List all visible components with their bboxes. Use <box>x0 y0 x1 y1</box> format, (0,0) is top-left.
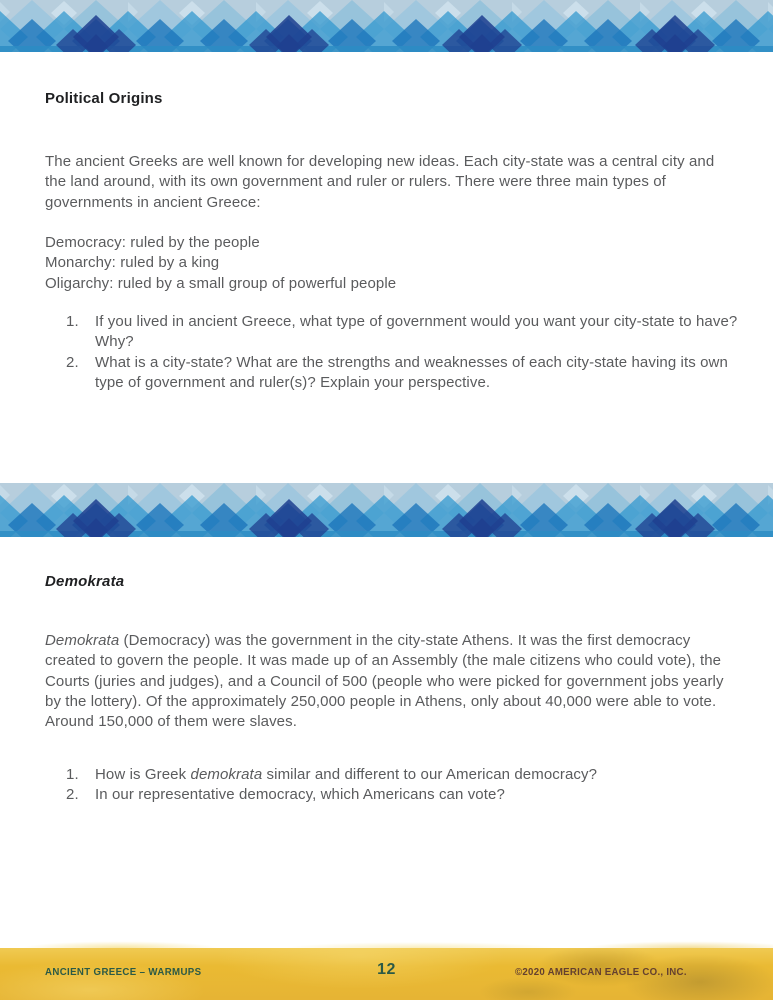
question-row <box>45 312 751 353</box>
decorative-banner-middle <box>0 483 773 537</box>
footer-book-title: ANCIENT GREECE – WARMUPS <box>45 966 202 978</box>
section-heading-demokrata: Demokrata <box>45 573 125 590</box>
demokrata-paragraph-rest: (Democracy) was the government in the city-state Athens. It was the first democracy created to govern the people. It was made up of an Assembly (the male citizens who could vote), the Courts (juries and judges), and a Council of 500 (people who were picked for government jobs yearly by the lottery). Of the approximately 250,000 people in Athens, only about 40,000 were able to vote. Around 150,000 of them were slaves. <box>45 632 724 731</box>
political-origins-paragraph: The ancient Greeks are well known for developing new ideas. Each city-state was a central city and the land around, with its own government and ruler or rulers. There were three main types of governments in ancient Greece: <box>45 153 715 211</box>
footer-bar <box>0 948 773 1000</box>
demokrata-italic-lead: Demokrata <box>45 632 120 649</box>
footer-watercolor-edge <box>0 938 773 948</box>
question-number: 2. <box>66 786 79 804</box>
question-text: How is Greek demokrata similar and different to our American democracy? <box>95 766 598 783</box>
page-number: 12 <box>377 961 396 978</box>
question-text: In our representative democracy, which Americans can vote? <box>95 786 505 804</box>
government-type-democracy: Democracy: ruled by the people <box>45 234 260 251</box>
question-row <box>45 353 751 394</box>
question-row <box>45 765 751 785</box>
question-number: 2. <box>66 353 79 371</box>
government-types-list <box>45 233 737 294</box>
question-row <box>45 785 751 805</box>
question-text: What is a city-state? What are the strengths and weaknesses of each city-state having its own type of government and ruler(s)? Explain your perspective. <box>95 353 728 391</box>
question-number: 1. <box>66 313 79 330</box>
footer-copyright: ©2020 AMERICAN EAGLE CO., INC. <box>515 966 687 978</box>
decorative-banner-top <box>0 0 773 52</box>
section-heading-political-origins: Political Origins <box>45 90 163 107</box>
demokrata-questions <box>45 765 751 806</box>
government-type-monarchy: Monarchy: ruled by a king <box>45 254 220 272</box>
demokrata-italic-inline: demokrata <box>190 766 263 783</box>
government-type-oligarchy: Oligarchy: ruled by a small group of powerful people <box>45 274 397 292</box>
demokrata-paragraph <box>45 631 739 732</box>
political-origins-questions <box>45 312 751 393</box>
question-text: If you lived in ancient Greece, what type of government would you want your city-state to have? Why? <box>95 313 738 351</box>
question-number: 1. <box>66 766 79 783</box>
